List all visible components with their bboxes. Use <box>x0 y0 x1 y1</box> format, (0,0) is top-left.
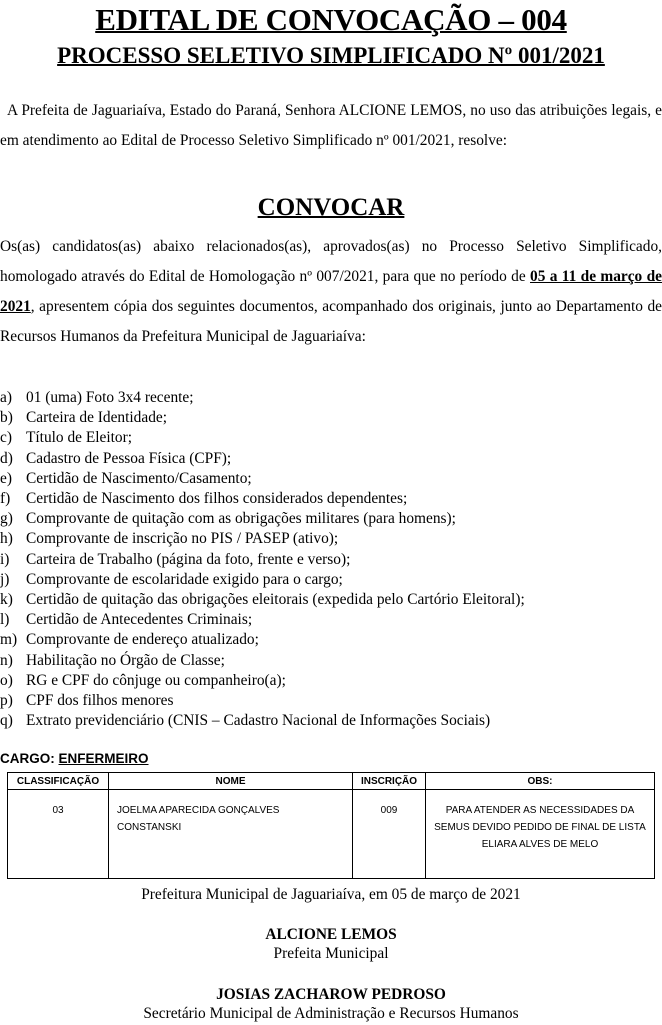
list-item-text: Comprovante de inscrição no PIS / PASEP (ativo); <box>26 530 339 548</box>
list-marker: o) <box>0 671 13 689</box>
list-item <box>0 509 662 529</box>
list-marker: i) <box>0 550 10 568</box>
cell-obs <box>426 790 655 879</box>
list-item <box>0 408 662 428</box>
intro-paragraph: A Prefeita de Jaguariaíva, Estado do Paraná, Senhora ALCIONE LEMOS, no uso das atribuições legais, e em atendimento ao Edital de Processo Seletivo Simplificado nº 001/2021, resolve: <box>0 102 662 149</box>
list-item <box>0 570 662 590</box>
list-item-text: Certidão de Nascimento dos filhos considerados dependentes; <box>26 490 408 508</box>
list-marker: q) <box>0 712 13 730</box>
list-item <box>0 630 662 650</box>
list-marker: j) <box>0 570 10 588</box>
nome-line: CONSTANSKI <box>117 822 182 833</box>
place-and-date: Prefeitura Municipal de Jaguariaíva, em 05 de março de 2021 <box>141 886 521 903</box>
list-item-text: 01 (uma) Foto 3x4 recente; <box>26 389 194 406</box>
list-item-text: Habilitação no Órgão de Classe; <box>26 651 225 669</box>
list-item-text: Certidão de Nascimento/Casamento; <box>26 469 252 487</box>
convocation-text-start: Os(as) candidatos(as) abaixo relacionados(as), aprovados(as) no Processo Seletivo Simplificado, homologado através do Edital de Homologação nº 007/2021, para que no período de <box>0 238 662 285</box>
signatory-name: JOSIAS ZACHAROW PEDROSO <box>216 986 446 1003</box>
signatory-name: ALCIONE LEMOS <box>265 926 397 943</box>
list-item <box>0 610 662 630</box>
list-marker: a) <box>0 389 12 406</box>
cell-classificacao: 03 <box>8 790 109 879</box>
candidates-table <box>7 772 655 879</box>
list-item <box>0 469 662 489</box>
convocation-paragraph <box>0 232 662 352</box>
list-item <box>0 691 662 711</box>
list-marker: p) <box>0 692 13 710</box>
presentation-period: 05 a 11 de março de 2021 <box>0 268 662 315</box>
list-marker: n) <box>0 651 13 669</box>
list-item <box>0 529 662 549</box>
list-item <box>0 651 662 671</box>
list-item <box>0 550 662 570</box>
list-item <box>0 449 662 469</box>
convocation-text-end: , apresentem cópia dos seguintes documentos, acompanhado dos originais, junto ao Departamento de Recursos Humanos da Prefeitura Municipal de Jaguariaíva: <box>0 298 662 345</box>
page-subtitle: PROCESSO SELETIVO SIMPLIFICADO Nº 001/2021 <box>57 43 605 68</box>
list-item <box>0 590 662 610</box>
list-item-text: Extrato previdenciário (CNIS – Cadastro Nacional de Informações Sociais) <box>26 712 491 730</box>
list-item <box>0 671 662 691</box>
table-header-row <box>8 773 655 790</box>
signatory-role: Prefeita Municipal <box>273 945 389 962</box>
list-item <box>0 711 662 731</box>
required-documents-list <box>0 388 662 731</box>
action-heading: CONVOCAR <box>257 194 405 221</box>
column-header-nome: NOME <box>109 773 353 790</box>
list-item-text: Certidão de Antecedentes Criminais; <box>26 611 253 629</box>
list-item-text: Título de Eleitor; <box>26 429 132 447</box>
column-header-classificacao: CLASSIFICAÇÃO <box>8 773 109 790</box>
list-marker: d) <box>0 449 13 467</box>
cargo-prefix: CARGO: <box>0 751 59 766</box>
signatory-role: Secretário Municipal de Administração e Recursos Humanos <box>143 1005 519 1022</box>
list-marker: g) <box>0 510 13 528</box>
list-marker: k) <box>0 591 13 609</box>
list-item <box>0 428 662 448</box>
list-item-text: RG e CPF do cônjuge ou companheiro(a); <box>26 671 286 689</box>
cargo-value: ENFERMEIRO <box>58 751 149 766</box>
list-item-text: Comprovante de quitação com as obrigações militares (para homens); <box>26 510 456 528</box>
list-marker: c) <box>0 429 12 447</box>
column-header-inscricao: INSCRIÇÃO <box>353 773 426 790</box>
list-item-text: CPF dos filhos menores <box>26 692 174 710</box>
cell-inscricao: 009 <box>353 790 426 879</box>
list-item-text: Comprovante de escolaridade exigido para o cargo; <box>26 570 343 588</box>
column-header-obs: OBS: <box>426 773 655 790</box>
list-item-text: Carteira de Identidade; <box>26 409 168 427</box>
obs-line: PARA ATENDER AS NECESSIDADES DA <box>445 805 635 816</box>
list-item <box>0 489 662 509</box>
obs-line: ELIARA ALVES DE MELO <box>481 839 599 850</box>
list-item-text: Certidão de quitação das obrigações eleitorais (expedida pelo Cartório Eleitoral); <box>26 591 525 609</box>
table-row <box>8 790 655 879</box>
obs-line: SEMUS DEVIDO PEDIDO DE FINAL DE LISTA <box>434 822 646 833</box>
page-title: EDITAL DE CONVOCAÇÃO – 004 <box>95 2 567 37</box>
list-marker: h) <box>0 530 13 548</box>
list-item-text: Cadastro de Pessoa Física (CPF); <box>26 449 232 467</box>
list-item-text: Comprovante de endereço atualizado; <box>26 631 259 649</box>
list-marker: f) <box>0 490 11 508</box>
list-marker: b) <box>0 409 13 427</box>
list-marker: l) <box>0 611 10 629</box>
cell-nome <box>109 790 353 879</box>
list-item <box>0 388 662 408</box>
list-marker: m) <box>0 631 18 649</box>
nome-line: JOELMA APARECIDA GONÇALVES <box>117 805 280 816</box>
list-marker: e) <box>0 469 12 487</box>
cargo-label <box>0 750 149 768</box>
list-item-text: Carteira de Trabalho (página da foto, frente e verso); <box>26 550 351 568</box>
